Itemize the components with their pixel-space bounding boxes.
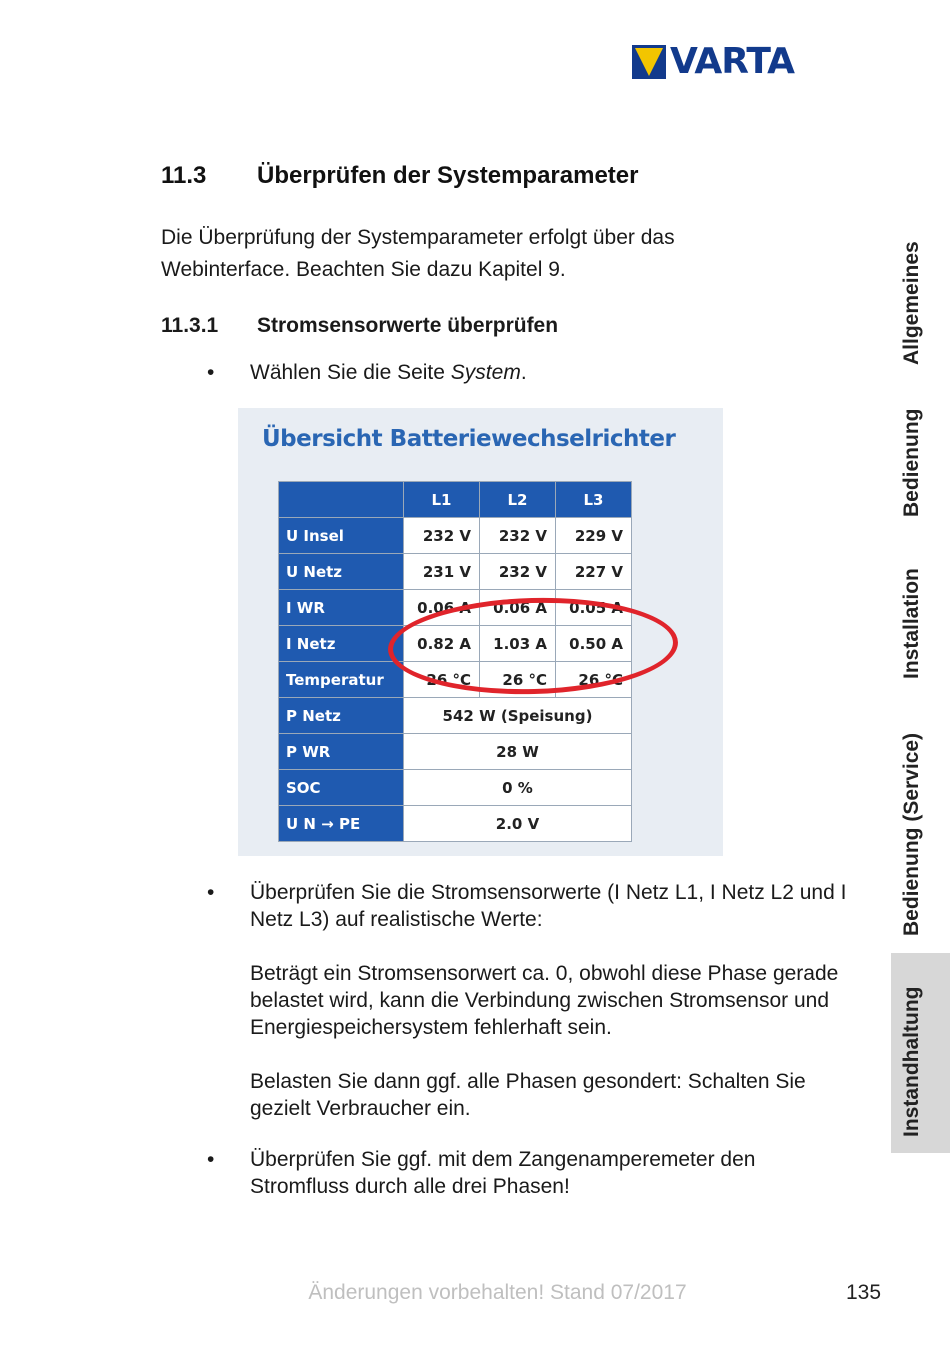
row-label: P Netz bbox=[279, 698, 404, 734]
table-cell: 0.82 A bbox=[404, 626, 480, 662]
subsection-heading bbox=[161, 314, 558, 338]
table-corner-cell bbox=[279, 482, 404, 518]
bullet-item-clamp-meter: Überprüfen Sie ggf. mit dem Zangenamperemeter den Stromfluss durch alle drei Phasen! bbox=[250, 1148, 756, 1198]
column-header: L2 bbox=[480, 482, 556, 518]
table-cell: 0.50 A bbox=[556, 626, 632, 662]
table-cell: 26 °C bbox=[556, 662, 632, 698]
varta-logo-mark-icon bbox=[632, 45, 666, 79]
row-label: U Insel bbox=[279, 518, 404, 554]
row-label: I Netz bbox=[279, 626, 404, 662]
tab-allgemeines[interactable]: Allgemeines bbox=[900, 241, 923, 365]
table-cell: 2.0 V bbox=[404, 806, 632, 842]
subsection-number: 11.3.1 bbox=[161, 314, 219, 337]
bullet1-suffix: . bbox=[520, 361, 527, 384]
bullet1-emphasis: System bbox=[450, 361, 521, 384]
intro-paragraph: Die Überprüfung der Systemparameter erfolgt über das Webinterface. Beachten Sie dazu Kapitel 9. bbox=[161, 226, 675, 281]
tab-instandhaltung[interactable]: Instandhaltung bbox=[900, 986, 923, 1137]
page-number: 135 bbox=[846, 1281, 882, 1304]
screenshot-title: Übersicht Batteriewechselrichter bbox=[262, 426, 676, 452]
table-cell: 229 V bbox=[556, 518, 632, 554]
bullet-dot: • bbox=[207, 361, 215, 384]
table-cell: 231 V bbox=[404, 554, 480, 590]
table-cell: 0.06 A bbox=[480, 590, 556, 626]
bullet2-paragraph: Beträgt ein Stromsensorwert ca. 0, obwohl diese Phase gerade belastet wird, kann die Verbindung zwischen Stromsensor und Energiespeichersystem fehlerhaft sein. bbox=[250, 962, 839, 1039]
table-row bbox=[279, 734, 632, 770]
section-title: Überprüfen der Systemparameter bbox=[257, 162, 639, 189]
tab-installation[interactable]: Installation bbox=[900, 568, 923, 679]
bullet-item-check-sensors bbox=[250, 879, 850, 1122]
section-heading bbox=[161, 162, 638, 190]
bullet1-prefix: Wählen Sie die Seite bbox=[250, 361, 451, 384]
footer-note: Änderungen vorbehalten! Stand 07/2017 bbox=[308, 1281, 687, 1304]
table-cell: 232 V bbox=[480, 554, 556, 590]
table-cell: 232 V bbox=[480, 518, 556, 554]
section-number: 11.3 bbox=[161, 162, 207, 189]
table-row bbox=[279, 518, 632, 554]
web-interface-screenshot bbox=[238, 408, 723, 856]
row-label: SOC bbox=[279, 770, 404, 806]
bullet-dot: • bbox=[207, 881, 215, 904]
bullet2-paragraph: Belasten Sie dann ggf. alle Phasen gesondert: Schalten Sie gezielt Verbraucher ein. bbox=[250, 1070, 806, 1120]
column-header: L1 bbox=[404, 482, 480, 518]
table-row bbox=[279, 806, 632, 842]
column-header: L3 bbox=[556, 482, 632, 518]
table-cell: 26 °C bbox=[404, 662, 480, 698]
row-label: I WR bbox=[279, 590, 404, 626]
varta-logo-text: VARTA bbox=[670, 41, 795, 82]
tab-bedienung[interactable]: Bedienung bbox=[900, 408, 923, 517]
table-cell: 542 W (Speisung) bbox=[404, 698, 632, 734]
table-cell: 227 V bbox=[556, 554, 632, 590]
bullet-item-select-system bbox=[250, 359, 850, 386]
table-cell: 0.06 A bbox=[404, 590, 480, 626]
table-cell: 0.05 A bbox=[556, 590, 632, 626]
table-row bbox=[279, 554, 632, 590]
table-row bbox=[279, 698, 632, 734]
bullet-dot: • bbox=[207, 1148, 215, 1171]
table-cell: 1.03 A bbox=[480, 626, 556, 662]
varta-logo bbox=[632, 41, 842, 82]
row-label: P WR bbox=[279, 734, 404, 770]
table-cell: 0 % bbox=[404, 770, 632, 806]
table-cell: 26 °C bbox=[480, 662, 556, 698]
row-label: U N → PE bbox=[279, 806, 404, 842]
table-cell: 232 V bbox=[404, 518, 480, 554]
row-label: U Netz bbox=[279, 554, 404, 590]
table-cell: 28 W bbox=[404, 734, 632, 770]
table-header-row bbox=[279, 482, 632, 518]
bullet2-paragraph: Überprüfen Sie die Stromsensorwerte (I Netz L1, I Netz L2 und I Netz L3) auf realistische Werte: bbox=[250, 881, 847, 931]
table-row bbox=[279, 770, 632, 806]
subsection-title: Stromsensorwerte überprüfen bbox=[257, 314, 559, 337]
tab-bedienung-service[interactable]: Bedienung (Service) bbox=[900, 732, 923, 936]
row-label: Temperatur bbox=[279, 662, 404, 698]
